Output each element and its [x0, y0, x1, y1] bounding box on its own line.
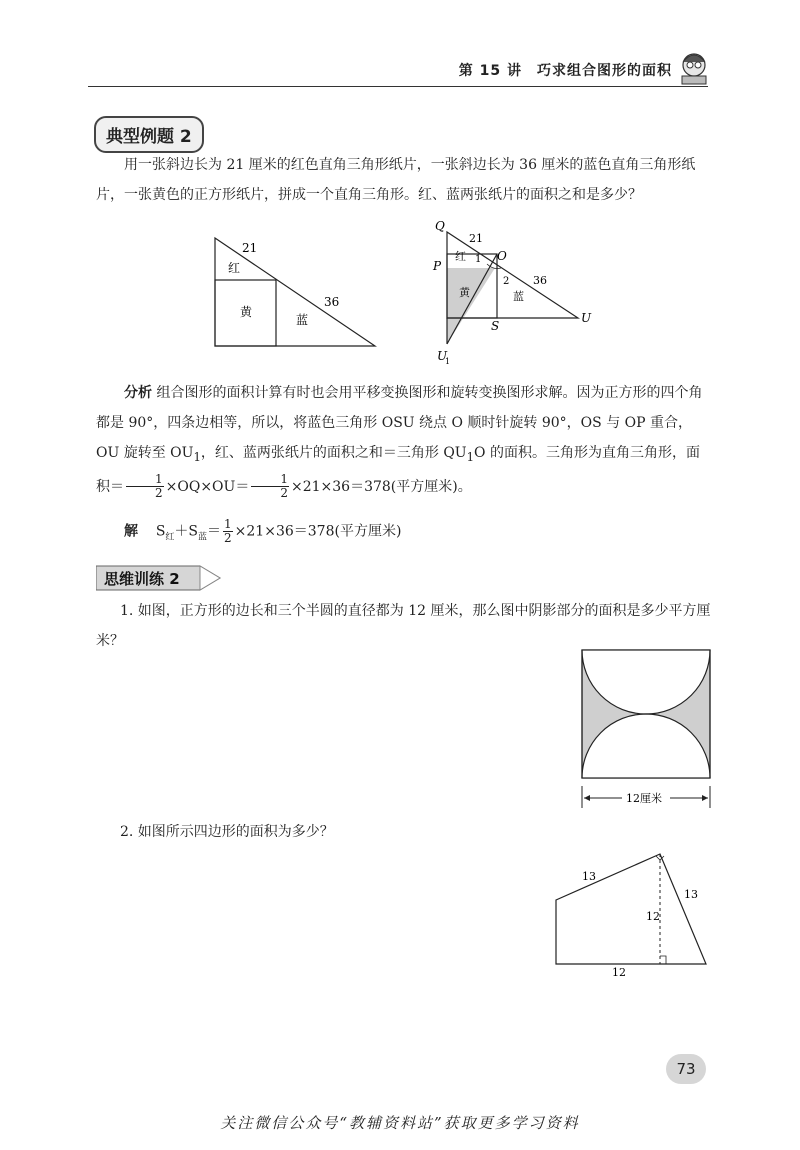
q1-dimension-label: 12厘米	[626, 792, 662, 805]
chapter-title: 第 15 讲 巧求组合图形的面积	[458, 63, 672, 79]
figure-right-rotation	[425, 218, 600, 368]
header-divider	[88, 86, 708, 87]
analysis-sub-2: 1	[466, 449, 475, 464]
fig-right-label-U: U	[581, 311, 592, 325]
figure-q2-quadrilateral	[548, 846, 714, 980]
fig-right-label-red: 红	[455, 250, 466, 263]
analysis-text-1: 组合图形的面积计算有时也会用平移变换图形和旋转变换图形求解。因为正方形的四个角都是 90°，四条边相等，所以，将蓝色三角形 OSU 绕点 O 顺时针旋转 90°，OS 与 OP 重合，OU 旋转至 OU	[96, 385, 703, 461]
q2-label-right: 13	[684, 888, 698, 901]
analysis-sub-1: 1	[193, 449, 201, 464]
fig-right-label-36: 36	[533, 274, 547, 287]
fig-right-label-U1-sub: 1	[445, 357, 451, 366]
fig-right-label-Q: Q	[435, 219, 445, 233]
fig-left-label-21: 21	[242, 241, 258, 255]
solution-title: 解	[124, 523, 138, 540]
analysis-text-2: ，红、蓝两张纸片的面积之和＝三角形 QU	[200, 445, 467, 461]
fig-right-label-blue: 蓝	[513, 290, 524, 303]
question-1-text: 1. 如图，正方形的边长和三个半圆的直径都为 12 厘米，那么图中阴影部分的面积是多少平方厘米？	[96, 603, 711, 649]
example-title-box: 典型例题 2	[94, 116, 204, 153]
fig-right-label-yellow: 黄	[459, 286, 470, 299]
analysis-fraction-2: $\frac{1}{2}$	[251, 473, 289, 500]
figure-q1-semicircles	[578, 648, 714, 810]
analysis-fraction-1: $\frac{1}{2}$	[126, 473, 164, 500]
analysis-paragraph	[96, 378, 712, 502]
q2-label-top-left: 13	[582, 870, 596, 883]
solution-fraction: $\frac{1}{2}$	[224, 517, 232, 545]
q2-label-height: 12	[646, 910, 660, 923]
fig-left-label-blue: 蓝	[296, 313, 309, 327]
question-2-text: 2. 如图所示四边形的面积为多少？	[120, 824, 334, 840]
solution-line: 解 $S_红+S_蓝=$ $\frac{1}{2}$ ×21×36＝378(平方厘米)	[124, 517, 402, 545]
fig-left-label-36: 36	[324, 295, 340, 309]
fig-right-label-angle1: 1	[475, 254, 482, 265]
fig-right-label-P: P	[433, 259, 442, 273]
example-problem-text: 用一张斜边长为 21 厘米的红色直角三角形纸片，一张斜边长为 36 厘米的蓝色直角三角形纸片，一张黄色的正方形纸片，拼成一个直角三角形。红、蓝两张纸片的面积之和是多少？	[96, 157, 696, 203]
footer-note: 关注微信公众号“教辅资料站”获取更多学习资料	[220, 1114, 580, 1132]
q2-label-bottom: 12	[612, 966, 626, 979]
fig-right-label-O: O	[497, 249, 507, 263]
fig-right-label-U1: U	[437, 349, 448, 363]
fig-right-label-21: 21	[469, 232, 483, 245]
fig-right-label-angle2: 2	[503, 276, 510, 287]
mascot-icon	[676, 50, 712, 86]
fig-right-label-S: S	[491, 319, 500, 333]
fig-left-label-red: 红	[228, 261, 241, 275]
training-tab	[96, 564, 222, 596]
fig-left-label-yellow: 黄	[240, 305, 253, 319]
training-title: 思维训练 2	[104, 570, 180, 588]
analysis-text-5: ×21×36＝378(平方厘米)。	[290, 478, 472, 495]
analysis-text-4: ×OQ×OU＝	[165, 478, 250, 495]
analysis-title: 分析	[124, 385, 152, 401]
analysis-text-3: O 的面积。三角形为直角三角形，面积＝	[96, 445, 700, 495]
figure-left-triangle	[200, 228, 390, 358]
page-number: 73	[666, 1054, 706, 1084]
